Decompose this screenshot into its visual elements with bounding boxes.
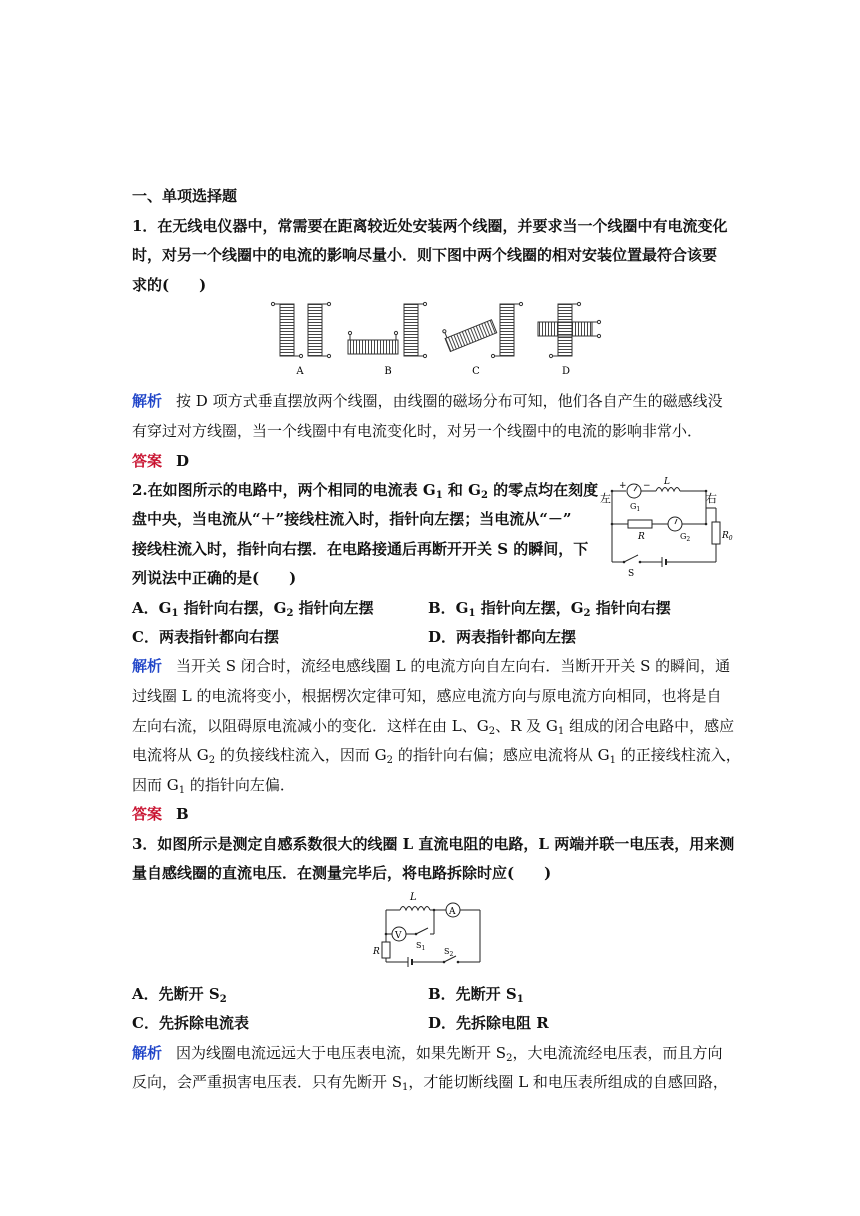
q2-line-4: 列说法中正确的是( ) (132, 569, 297, 587)
q1-analysis-text-1: 按 D 项方式垂直摆放两个线圈，由线圈的磁场分布可知，他们各自产生的磁感线没 (176, 392, 723, 410)
label-s2: $S_2$ (444, 947, 454, 958)
q2-line-2: 盘中央，当电流从“＋”接线柱流入时，指针向左摆；当电流从“－” (132, 510, 572, 528)
q2-option-b: B．$G_1$ 指针向左摆，$G_2$ 指针向右摆 (428, 599, 671, 619)
label-l: L (410, 892, 417, 903)
label-r0: $R_0$ (722, 531, 733, 542)
coil-option-c (442, 302, 523, 357)
q1-answer (132, 451, 737, 471)
label-g2: $G_2$ (680, 532, 691, 543)
label-r: R (373, 947, 380, 957)
q2-analysis-label: 解析 (132, 657, 163, 675)
q1-analysis-line-2: 有穿过对方线圈，当一个线圈中有电流变化时，对另一个线圈中的电流的影响非常小． (132, 422, 703, 440)
section-title: 一、单项选择题 (132, 187, 238, 205)
q1-answer-value: D (176, 452, 190, 470)
label-a: A (449, 907, 456, 917)
label-s1: $S_1$ (416, 941, 426, 952)
coil-option-b (348, 302, 427, 357)
q3-option-d: D．先拆除电阻 R (428, 1014, 549, 1032)
q3-option-c: C．先拆除电流表 (132, 1014, 249, 1032)
label-left: 左 (600, 492, 611, 505)
label-r: R (638, 532, 645, 542)
q2-circuit-figure (598, 476, 742, 580)
r-resistor-icon (382, 942, 390, 958)
q2-option-a: A．$G_1$ 指针向右摆，$G_2$ 指针向左摆 (132, 599, 374, 619)
label-l: L (664, 477, 670, 487)
q2-analysis-line-2: 过线圈 L 的电流将变小，根据楞次定律可知，感应电流方向与原电流方向相同，也将是自 (132, 687, 722, 705)
coil-label-c: C (472, 366, 480, 377)
q3-analysis-label: 解析 (132, 1044, 163, 1062)
q3-analysis-line-1: 解析 因为线圈电流远远大于电压表电流，如果先断开 $S_2$，大电流流经电压表，而且方向 (132, 1044, 723, 1064)
q2-option-c: C．两表指针都向右摆 (132, 628, 279, 646)
q2-answer-value: B (176, 805, 189, 823)
q1-line-3: 求的( ) (132, 276, 207, 294)
coil-label-b: B (384, 366, 392, 377)
r0-resistor-icon (712, 522, 720, 544)
q1-coil-figure (262, 300, 607, 380)
q3-line-2: 量自感线圈的直流电压．在测量完毕后，将电路拆除时应( ) (132, 864, 552, 882)
s1-switch-icon (416, 928, 428, 934)
coil-label-d: D (561, 366, 571, 377)
coil-option-d (538, 302, 601, 357)
s-switch-icon (624, 555, 638, 562)
label-minus: − (643, 481, 651, 491)
q3-line-1: 3．如图所示是测定自感系数很大的线圈 L 直流电阻的电路，L 两端并联一电压表，用来测 (132, 835, 735, 853)
label-right: 右 (706, 492, 717, 505)
q3-analysis-line-2: 反向，会严重损害电压表．只有先断开 $S_1$，才能切断线圈 L 和电压表所组成的自感回路， (132, 1073, 728, 1093)
q1-analysis-label: 解析 (132, 392, 163, 410)
q2-line-3: 接线柱流入时，指针向右摆．在电路接通后再断开开关 S 的瞬间，下 (132, 540, 589, 558)
q1-answer-label: 答案 (132, 452, 163, 470)
q2-analysis-line-5: 因而 $G_1$ 的指针向左偏． (132, 776, 295, 796)
q1-analysis-line-1 (132, 391, 737, 411)
q2-analysis-line-4: 电流将从 $G_2$ 的负接线柱流入，因而 $G_2$ 的指针向右偏；感应电流将从 $G_1$ 的正接线柱流入， (132, 746, 741, 766)
r-resistor-icon (628, 520, 652, 528)
q2-line-1: 2.在如图所示的电路中，两个相同的电流表 $G_1$ 和 $G_2$ 的零点均在刻度 (132, 481, 599, 501)
q2-analysis-line-1: 解析 当开关 S 闭合时，流经电感线圈 L 的电流方向自左向右．当断开开关 S 的瞬间，通 (132, 657, 731, 675)
coil-option-a (271, 302, 330, 357)
q1-line-1: 1．在无线电仪器中，常需要在距离较近处安装两个线圈，并要求当一个线圈中有电流变化 (132, 217, 728, 235)
label-v: V (395, 931, 402, 941)
q2-analysis-line-3: 左向右流，以阻碍原电流减小的变化．这样在由 L、$G_2$、R 及 $G_1$ 组成的闭合电路中，感应 (132, 717, 735, 737)
coil-label-a: A (296, 366, 304, 377)
label-plus: + (619, 481, 627, 491)
q2-answer-label: 答案 (132, 805, 163, 823)
q2-answer (132, 804, 737, 824)
q2-option-d: D．两表指针都向左摆 (428, 628, 577, 646)
q1-line-2: 时，对另一个线圈中的电流的影响尽量小．则下图中两个线圈的相对安装位置最符合该要 (132, 246, 718, 264)
q3-option-a: A．先断开 $S_2$ (132, 985, 227, 1005)
q3-option-b: B．先断开 $S_1$ (428, 985, 524, 1005)
label-g1: $G_1$ (630, 502, 641, 513)
label-s: S (628, 569, 635, 579)
q3-circuit-figure (372, 890, 490, 972)
